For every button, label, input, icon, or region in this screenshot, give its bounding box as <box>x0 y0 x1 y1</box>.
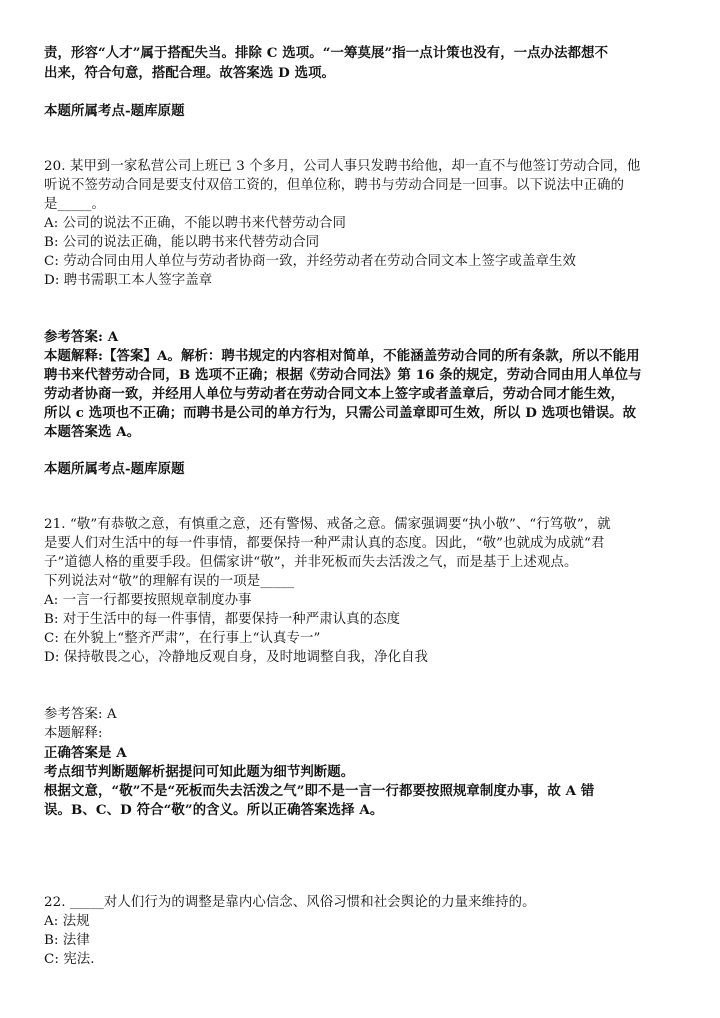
explanation-line: 误。B、C、D 符合“敬”的含义。所以正确答案选择 A。 <box>44 802 384 818</box>
question-text: 20. 某甲到一家私营公司上班已 3 个多月，公司人事只发聘书给他，却一直不与他签订劳动合同，他 <box>44 159 641 174</box>
explanation-line: 本题答案选 A。 <box>44 424 141 440</box>
question-text: 子”道德人格的重要手段。但儒家讲“敬”，并非死板而失去活泼之气，而是基于上述观点。 <box>44 555 578 570</box>
option-d: D: 聘书需职工本人签字盖章 <box>44 273 213 288</box>
explanation-label: 本题解释: <box>44 726 103 741</box>
question-text: 22. _____对人们行为的调整是靠内心信念、风俗习惯和社会舆论的力量来维持的。 <box>44 895 536 910</box>
option-b: B: 公司的说法正确，能以聘书来代替劳动合同 <box>44 235 320 250</box>
answer-label: 参考答案: A <box>44 329 119 345</box>
question-text: 是要人们对生活中的每一件事情，都要保持一种严肃认真的态度。因此，“敬”也就成为成就“君 <box>44 536 605 551</box>
question-text: 21. “敬”有恭敬之意，有慎重之意，还有警惕、戒备之意。儒家强调要“执小敬”、“行笃敬”，就 <box>44 517 611 532</box>
source-label: 本题所属考点-题库原题 <box>44 461 185 477</box>
option-a: A: 一言一行都要按照规章制度办事 <box>44 593 252 608</box>
explanation-line: 劳动者协商一致，并经用人单位与劳动者在劳动合同文本上签字或者盖章后，劳动合同才能生效， <box>44 386 625 402</box>
explanation-line: 聘书来代替劳动合同，B 选项不正确；根据《劳动合同法》第 16 条的规定，劳动合同由用人单位与 <box>44 367 642 383</box>
question-text: 是_____。 <box>44 197 105 212</box>
explanation-line: 正确答案是 A <box>44 745 127 761</box>
explanation-line: 考点细节判断题解析据提问可知此题为细节判断题。 <box>44 764 355 780</box>
explanation-line: 所以 c 选项也不正确；而聘书是公司的单方行为，只需公司盖章即可生效，所以 D 选项也错误。故 <box>44 405 637 421</box>
explanation-line: 根据文意，“敬”不是“死板而失去活泼之气”即不是一言一行都要按照规章制度办事，故 A 错 <box>44 783 595 799</box>
text-line: 出来，符合句意，搭配合理。故答案选 D 选项。 <box>44 65 336 81</box>
question-text: 下列说法对“敬”的理解有误的一项是_____ <box>44 574 295 589</box>
source-label: 本题所属考点-题库原题 <box>44 103 185 119</box>
option-b: B: 法律 <box>44 933 90 948</box>
explanation-line: 本题解释:【答案】A。解析：聘书规定的内容相对简单，不能涵盖劳动合同的所有条款，所以不能用 <box>44 348 640 364</box>
option-c: C: 在外貌上“整齐严肃”，在行事上“认真专一” <box>44 631 321 646</box>
option-c: C: 宪法. <box>44 952 95 967</box>
option-a: A: 公司的说法不正确，不能以聘书来代替劳动合同 <box>44 216 347 231</box>
option-a: A: 法规 <box>44 914 90 929</box>
option-d: D: 保持敬畏之心，冷静地反观自身，及时地调整自我，净化自我 <box>44 650 429 665</box>
question-text: 听说不签劳动合同是要支付双倍工资的，但单位称，聘书与劳动合同是一回事。以下说法中正确的 <box>44 178 625 193</box>
answer-label: 参考答案: A <box>44 707 117 722</box>
option-c: C: 劳动合同由用人单位与劳动者协商一致，并经劳动者在劳动合同文本上签字或盖章生效 <box>44 254 576 269</box>
text-line: 责，形容“人才”属于搭配失当。排除 C 选项。“一筹莫展”指一点计策也没有，一点办法都想不 <box>44 45 609 61</box>
option-b: B: 对于生活中的每一件事情，都要保持一种严肃认真的态度 <box>44 612 401 627</box>
